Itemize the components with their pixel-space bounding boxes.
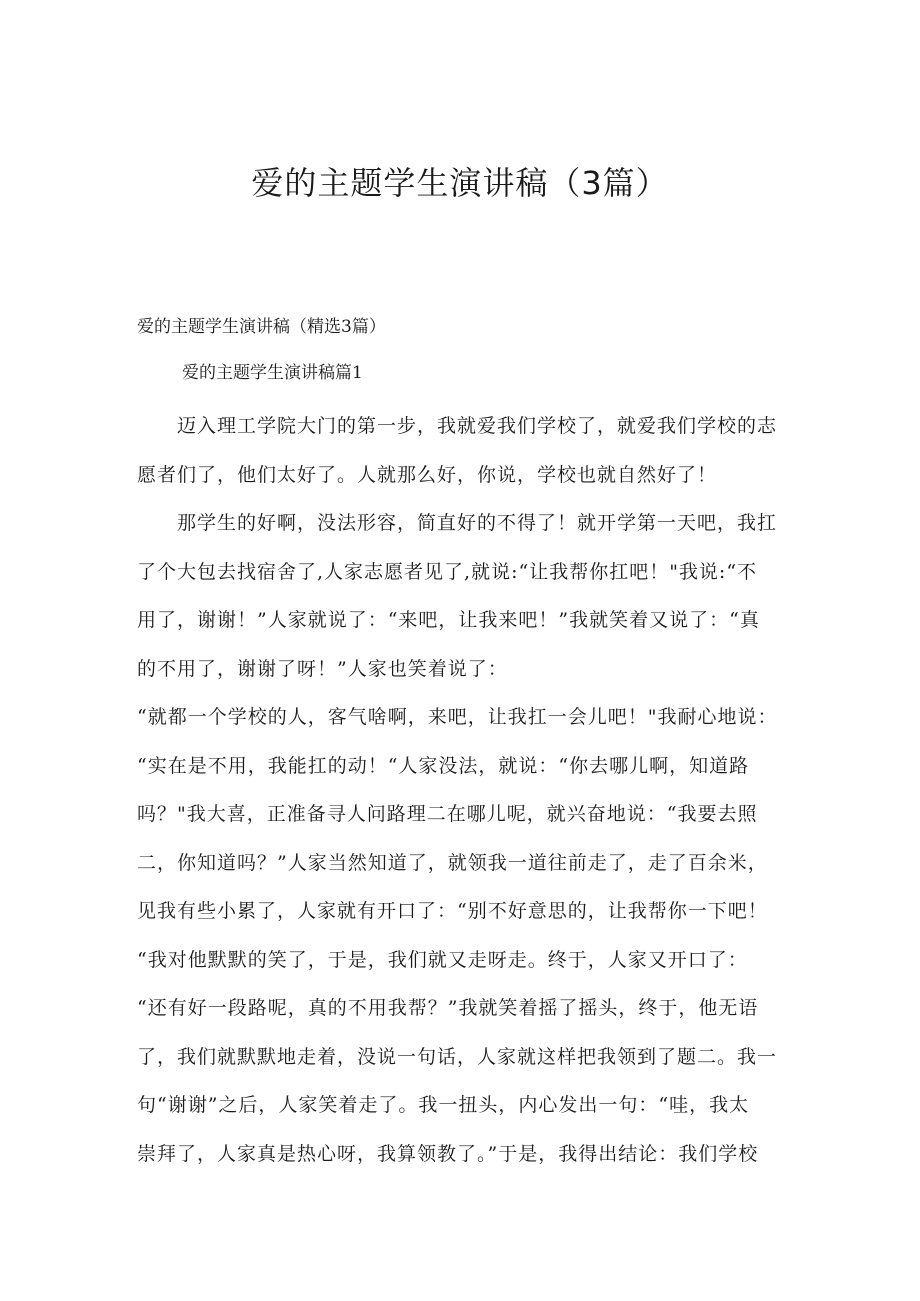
body-line: 用了，谢谢！”人家就说了：“来吧，让我来吧！”我就笑着又说了：“真 bbox=[137, 609, 760, 631]
body-line: 的不用了，谢谢了呀！”人家也笑着说了： bbox=[137, 657, 508, 680]
document-title: 爱的主题学生演讲稿（3篇） bbox=[251, 164, 669, 202]
body-line: 句“谢谢”之后，人家笑着走了。我一扭头，内心发出一句：“哇，我太 bbox=[137, 1094, 750, 1116]
body-line: “实在是不用，我能扛的动！“人家没法，就说：“你去哪儿啊，知道路 bbox=[137, 754, 750, 777]
body-line: 迈入理工学院大门的第一步，我就爱我们学校了，就爱我们学校的志 bbox=[137, 415, 778, 437]
body-line: 了个大包去找宿舍了,人家志愿者见了,就说:“让我帮你扛吧！"我说:“不 bbox=[137, 560, 758, 583]
section-heading: 爱的主题学生演讲稿篇1 bbox=[182, 363, 363, 383]
body-text bbox=[137, 402, 797, 1178]
body-line: 那学生的好啊，没法形容，简直好的不得了！就开学第一天吧，我扛 bbox=[137, 512, 778, 534]
body-line: 见我有些小累了，人家就有开口了：“别不好意思的，让我帮你一下吧！ bbox=[137, 900, 768, 922]
document-subtitle: 爱的主题学生演讲稿（精选3篇） bbox=[137, 317, 386, 337]
body-line: “我对他默默的笑了，于是，我们就又走呀走。终于，人家又开口了： bbox=[137, 948, 748, 971]
body-line: 吗？"我大喜，正准备寻人问路理二在哪儿呢，就兴奋地说：“我要去照 bbox=[137, 803, 758, 825]
body-line: 崇拜了，人家真是热心呀，我算领教了。”于是，我得出结论：我们学校 bbox=[137, 1142, 759, 1165]
body-line: “就都一个学校的人，客气啥啊，来吧，让我扛一会儿吧！"我耐心地说： bbox=[137, 706, 778, 728]
body-line: 了，我们就默默地走着，没说一句话，人家就这样把我领到了题二。我一 bbox=[137, 1045, 778, 1068]
body-line: “还有好一段路呢，真的不用我帮？”我就笑着摇了摇头，终于，他无语 bbox=[137, 997, 759, 1019]
body-line: 愿者们了，他们太好了。人就那么好，你说，学校也就自然好了！ bbox=[137, 463, 718, 486]
body-line: 二，你知道吗？”人家当然知道了，就领我一道往前走了，走了百余米， bbox=[137, 851, 768, 874]
